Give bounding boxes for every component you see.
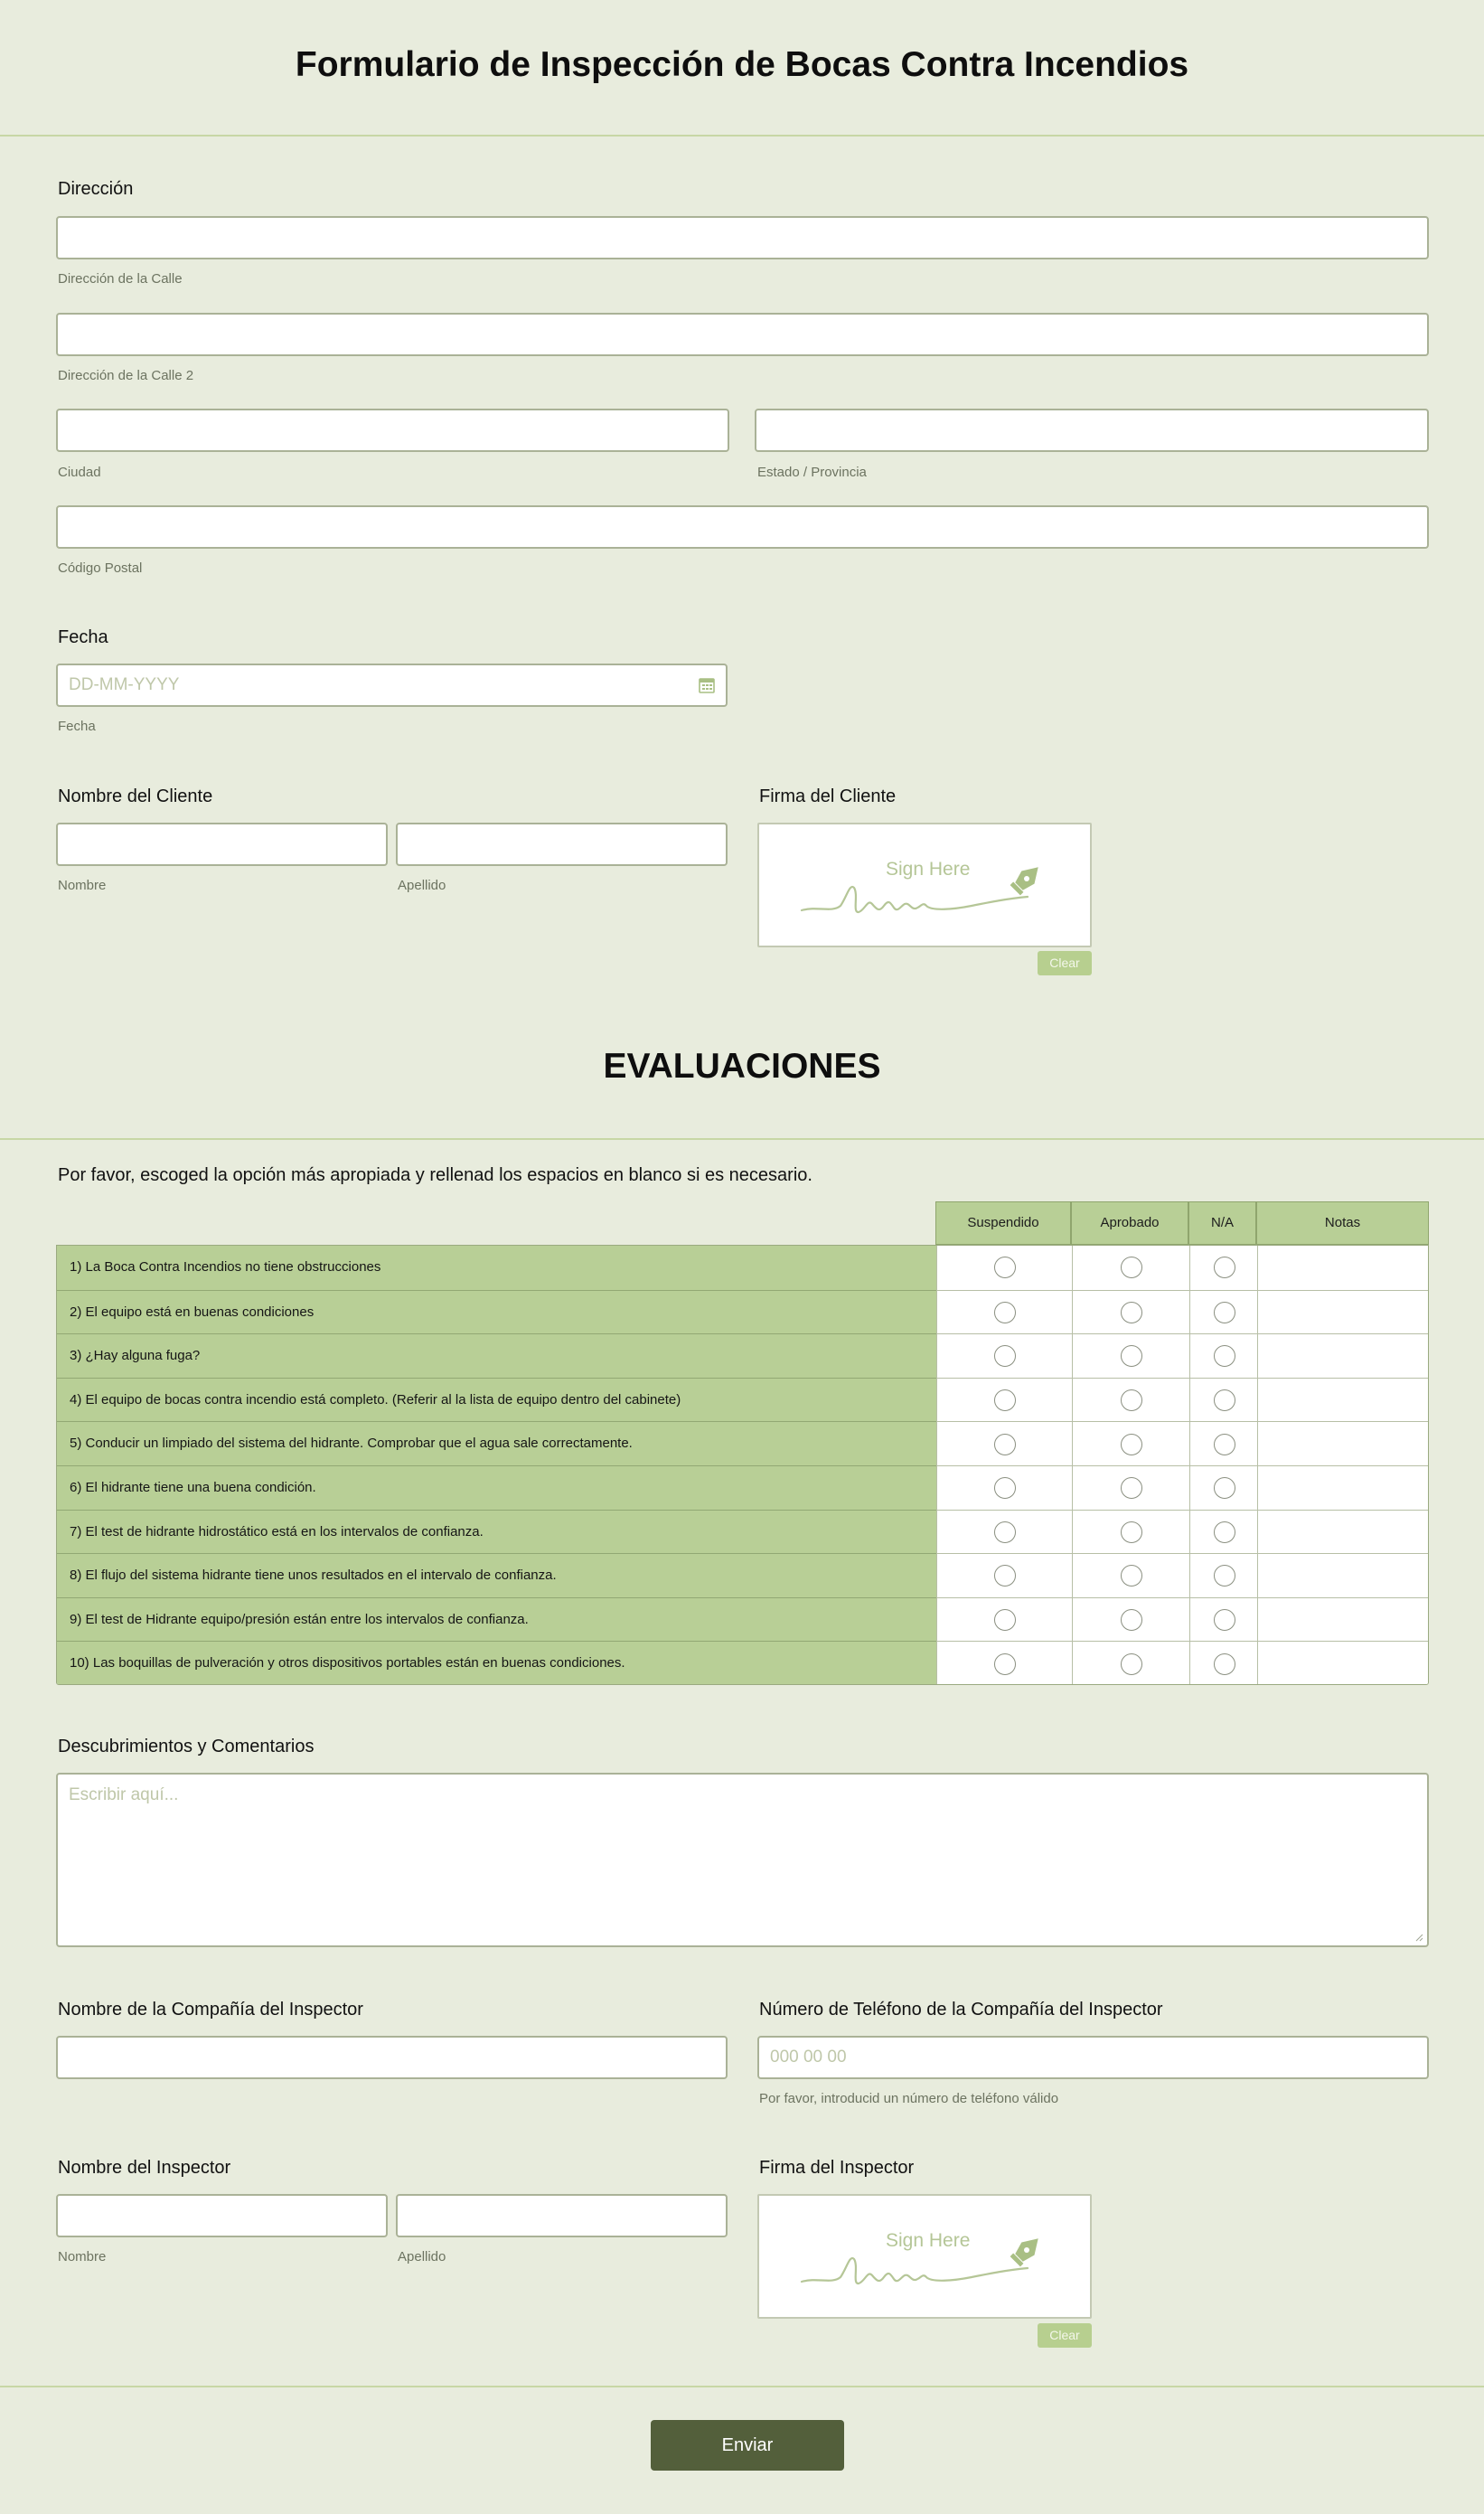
matrix-radio-cell xyxy=(1072,1553,1189,1597)
matrix-radio-cell xyxy=(936,1333,1072,1378)
matrix-radio-cell xyxy=(936,1378,1072,1422)
evaluation-radio[interactable] xyxy=(1214,1521,1235,1543)
evaluation-radio[interactable] xyxy=(1214,1477,1235,1499)
inspector-signature-placeholder: Sign Here xyxy=(886,2230,971,2251)
matrix-question: 10) Las boquillas de pulveración y otros dispositivos portables están en buenas condiciones. xyxy=(57,1641,936,1685)
matrix-radio-cell xyxy=(1072,1378,1189,1422)
matrix-question: 1) La Boca Contra Incendios no tiene obstrucciones xyxy=(57,1246,936,1290)
matrix-radio-cell xyxy=(1189,1553,1257,1597)
inspector-last-name-sublabel: Apellido xyxy=(398,2249,446,2264)
findings-textarea[interactable] xyxy=(56,1773,1429,1947)
date-input[interactable] xyxy=(56,664,728,707)
matrix-radio-cell xyxy=(936,1597,1072,1642)
evaluation-radio[interactable] xyxy=(994,1389,1016,1411)
phone-placeholder: 000 00 00 xyxy=(770,2048,847,2067)
matrix-notes-input[interactable] xyxy=(1257,1597,1429,1642)
date-sublabel: Fecha xyxy=(58,719,96,734)
signature-scribble xyxy=(800,870,1035,924)
evaluation-radio[interactable] xyxy=(994,1609,1016,1631)
matrix-radio-cell xyxy=(936,1465,1072,1510)
client-signature-clear-button[interactable]: Clear xyxy=(1038,951,1092,975)
date-label: Fecha xyxy=(58,627,108,647)
matrix-question: 5) Conducir un limpiado del sistema del hidrante. Comprobar que el agua sale correctamente. xyxy=(57,1421,936,1465)
pen-nib-icon xyxy=(1007,2230,1047,2270)
evaluation-matrix xyxy=(56,1245,1429,1685)
evaluations-instructions: Por favor, escoged la opción más apropiada y rellenad los espacios en blanco si es necesario. xyxy=(58,1165,812,1185)
evaluation-radio[interactable] xyxy=(1214,1609,1235,1631)
matrix-column-header: Notas xyxy=(1256,1201,1429,1245)
inspector-phone-sublabel: Por favor, introducid un número de teléfono válido xyxy=(759,2091,1059,2106)
inspector-first-name-sublabel: Nombre xyxy=(58,2249,107,2264)
submit-button[interactable]: Enviar xyxy=(651,2420,844,2471)
client-signature-placeholder: Sign Here xyxy=(886,859,971,880)
matrix-radio-cell xyxy=(1072,1641,1189,1685)
header-divider xyxy=(0,135,1484,137)
inspector-phone-input[interactable] xyxy=(757,2036,1429,2079)
city-sublabel: Ciudad xyxy=(58,465,101,480)
matrix-radio-cell xyxy=(1189,1597,1257,1642)
matrix-question: 4) El equipo de bocas contra incendio está completo. (Referir al la lista de equipo dentro del cabinete) xyxy=(57,1378,936,1422)
evaluation-radio[interactable] xyxy=(1121,1565,1142,1587)
matrix-question: 3) ¿Hay alguna fuga? xyxy=(57,1333,936,1378)
client-last-name-input[interactable] xyxy=(396,823,728,866)
matrix-question: 7) El test de hidrante hidrostático está en los intervalos de confianza. xyxy=(57,1510,936,1554)
matrix-notes-input[interactable] xyxy=(1257,1641,1429,1685)
pen-nib-icon xyxy=(1007,859,1047,899)
matrix-radio-cell xyxy=(936,1421,1072,1465)
matrix-column-header: Aprobado xyxy=(1071,1201,1188,1245)
evaluation-radio[interactable] xyxy=(1214,1257,1235,1278)
matrix-radio-cell xyxy=(936,1246,1072,1290)
evaluation-radio[interactable] xyxy=(1121,1609,1142,1631)
inspector-company-label: Nombre de la Compañía del Inspector xyxy=(58,2000,363,2020)
matrix-radio-cell xyxy=(1072,1333,1189,1378)
matrix-notes-input[interactable] xyxy=(1257,1290,1429,1334)
matrix-question: 2) El equipo está en buenas condiciones xyxy=(57,1290,936,1334)
form-title: Formulario de Inspección de Bocas Contra Incendios xyxy=(295,45,1189,84)
matrix-notes-input[interactable] xyxy=(1257,1465,1429,1510)
signature-scribble xyxy=(800,2241,1035,2295)
evaluation-radio[interactable] xyxy=(1214,1434,1235,1455)
matrix-column-header: N/A xyxy=(1188,1201,1256,1245)
matrix-radio-cell xyxy=(1072,1290,1189,1334)
evaluation-radio[interactable] xyxy=(1214,1302,1235,1323)
evaluation-radio[interactable] xyxy=(1121,1257,1142,1278)
matrix-radio-cell xyxy=(1072,1510,1189,1554)
evaluation-radio[interactable] xyxy=(1121,1521,1142,1543)
street-address-input[interactable] xyxy=(56,216,1429,259)
inspector-name-label: Nombre del Inspector xyxy=(58,2158,231,2178)
resize-handle-icon[interactable] xyxy=(1414,1933,1423,1942)
evaluation-radio[interactable] xyxy=(1214,1345,1235,1367)
matrix-radio-cell xyxy=(1189,1465,1257,1510)
matrix-radio-cell xyxy=(1189,1641,1257,1685)
matrix-radio-cell xyxy=(1072,1246,1189,1290)
matrix-notes-input[interactable] xyxy=(1257,1378,1429,1422)
evaluation-radio[interactable] xyxy=(994,1565,1016,1587)
evaluation-radio[interactable] xyxy=(994,1302,1016,1323)
inspector-last-name-input[interactable] xyxy=(396,2194,728,2237)
postal-code-input[interactable] xyxy=(56,505,1429,549)
matrix-radio-cell xyxy=(1189,1290,1257,1334)
evaluations-heading: EVALUACIONES xyxy=(603,1047,881,1086)
state-province-sublabel: Estado / Provincia xyxy=(757,465,867,480)
evaluation-radio[interactable] xyxy=(994,1477,1016,1499)
evaluations-divider xyxy=(0,1138,1484,1140)
evaluation-radio[interactable] xyxy=(1214,1565,1235,1587)
matrix-question: 6) El hidrante tiene una buena condición. xyxy=(57,1465,936,1510)
evaluation-radio[interactable] xyxy=(994,1257,1016,1278)
matrix-question: 9) El test de Hidrante equipo/presión están entre los intervalos de confianza. xyxy=(57,1597,936,1642)
client-last-name-sublabel: Apellido xyxy=(398,878,446,893)
date-placeholder: DD-MM-YYYY xyxy=(69,675,180,694)
evaluation-radio[interactable] xyxy=(1121,1302,1142,1323)
inspector-signature-label: Firma del Inspector xyxy=(759,2158,915,2178)
matrix-radio-cell xyxy=(1189,1246,1257,1290)
matrix-question: 8) El flujo del sistema hidrante tiene unos resultados en el intervalo de confianza. xyxy=(57,1553,936,1597)
matrix-radio-cell xyxy=(936,1290,1072,1334)
evaluation-radio[interactable] xyxy=(994,1521,1016,1543)
matrix-column-header: Suspendido xyxy=(935,1201,1071,1245)
matrix-radio-cell xyxy=(936,1510,1072,1554)
evaluation-radio[interactable] xyxy=(1121,1434,1142,1455)
calendar-icon[interactable] xyxy=(699,677,715,693)
matrix-radio-cell xyxy=(1072,1597,1189,1642)
matrix-radio-cell xyxy=(1189,1333,1257,1378)
matrix-radio-cell xyxy=(936,1553,1072,1597)
matrix-header xyxy=(935,1201,1429,1245)
findings-placeholder: Escribir aquí... xyxy=(69,1785,179,1804)
findings-label: Descubrimientos y Comentarios xyxy=(58,1737,315,1756)
inspector-signature-clear-button[interactable]: Clear xyxy=(1038,2323,1092,2348)
postal-code-sublabel: Código Postal xyxy=(58,560,143,576)
street-address-2-input[interactable] xyxy=(56,313,1429,356)
inspector-first-name-input[interactable] xyxy=(56,2194,388,2237)
evaluation-radio[interactable] xyxy=(1121,1653,1142,1675)
matrix-radio-cell xyxy=(1189,1378,1257,1422)
client-first-name-input[interactable] xyxy=(56,823,388,866)
evaluation-radio[interactable] xyxy=(994,1434,1016,1455)
evaluation-radio[interactable] xyxy=(994,1345,1016,1367)
matrix-notes-input[interactable] xyxy=(1257,1246,1429,1290)
matrix-notes-input[interactable] xyxy=(1257,1421,1429,1465)
matrix-radio-cell xyxy=(1072,1421,1189,1465)
matrix-notes-input[interactable] xyxy=(1257,1553,1429,1597)
matrix-radio-cell xyxy=(1189,1510,1257,1554)
matrix-radio-cell xyxy=(936,1641,1072,1685)
evaluation-radio[interactable] xyxy=(1214,1653,1235,1675)
matrix-radio-cell xyxy=(1072,1465,1189,1510)
footer-divider xyxy=(0,2386,1484,2387)
client-name-label: Nombre del Cliente xyxy=(58,786,213,806)
address-label: Dirección xyxy=(58,179,134,199)
client-first-name-sublabel: Nombre xyxy=(58,878,107,893)
inspector-signature-pad[interactable] xyxy=(757,2194,1092,2319)
client-signature-pad[interactable] xyxy=(757,823,1092,947)
matrix-radio-cell xyxy=(1189,1421,1257,1465)
evaluation-radio[interactable] xyxy=(994,1653,1016,1675)
evaluation-radio[interactable] xyxy=(1121,1477,1142,1499)
matrix-notes-input[interactable] xyxy=(1257,1510,1429,1554)
street-address-sublabel: Dirección de la Calle xyxy=(58,271,183,287)
evaluation-radio[interactable] xyxy=(1214,1389,1235,1411)
client-signature-label: Firma del Cliente xyxy=(759,786,897,806)
inspector-phone-label: Número de Teléfono de la Compañía del Inspector xyxy=(759,2000,1163,2020)
city-input[interactable] xyxy=(56,409,729,452)
evaluation-radio[interactable] xyxy=(1121,1389,1142,1411)
street-address-2-sublabel: Dirección de la Calle 2 xyxy=(58,368,194,383)
inspector-company-input[interactable] xyxy=(56,2036,728,2079)
evaluation-radio[interactable] xyxy=(1121,1345,1142,1367)
state-province-input[interactable] xyxy=(755,409,1429,452)
matrix-notes-input[interactable] xyxy=(1257,1333,1429,1378)
